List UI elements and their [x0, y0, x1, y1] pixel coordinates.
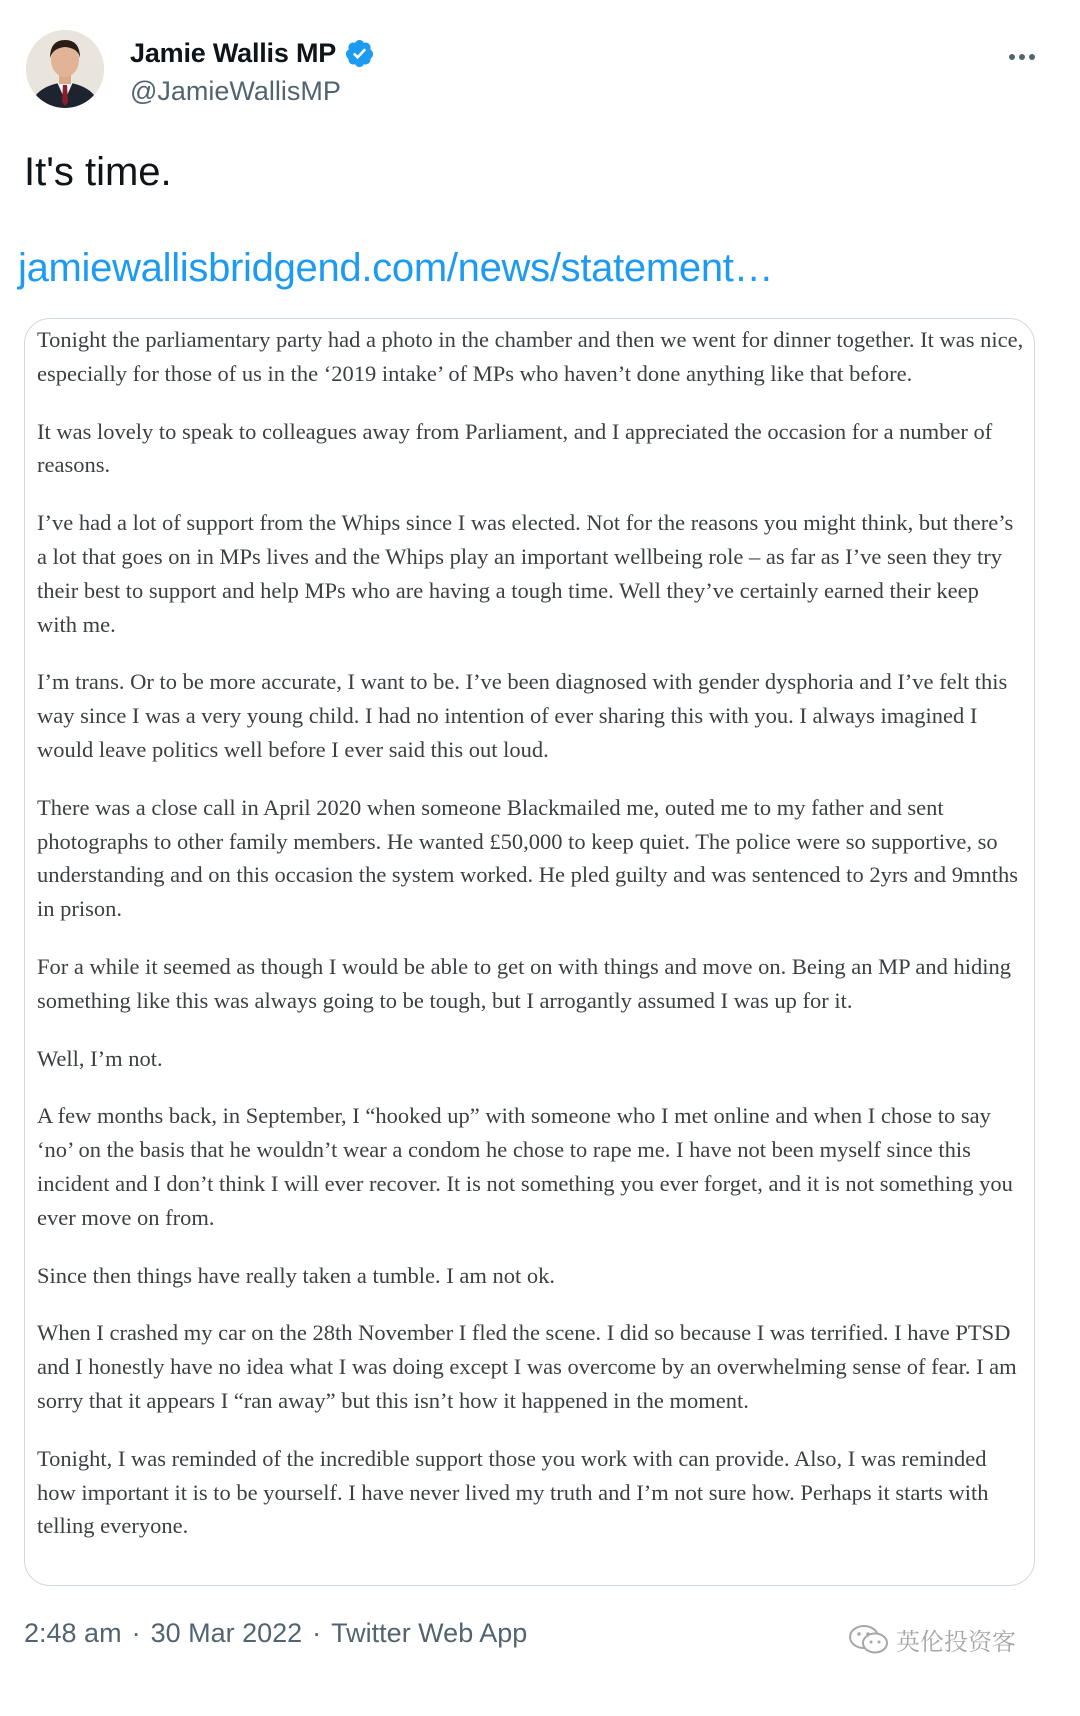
tweet-text: It's time.: [24, 150, 172, 194]
statement-image[interactable]: [24, 318, 1035, 1586]
statement-paragraph: Tonight the parliamentary party had a photo in the chamber and then we went for dinner together. It was nice, especially for those of us in the ‘2019 intake’ of MPs who haven’t done anything like that before.: [37, 327, 1024, 386]
statement-paragraph: When I crashed my car on the 28th November I fled the scene. I did so because I was terrified. I have PTSD and I honestly have no idea what I was doing except I was overcome by an overwhelming sense of fear. I am sorry that it appears I “ran away” but this isn’t how it happened in the moment.: [37, 1320, 1017, 1413]
author-name[interactable]: Jamie Wallis MP: [130, 38, 337, 68]
statement-paragraph: I’m trans. Or to be more accurate, I want to be. I’ve been diagnosed with gender dysphoria and I’ve felt this way since I was a very young child. I had no intention of ever sharing this with you. I always imagined I would leave politics well before I ever said this out loud.: [37, 669, 1008, 762]
author-name-row: [130, 38, 375, 69]
wechat-icon: [848, 1624, 890, 1656]
statement-paragraph: Tonight, I was reminded of the incredible support those you work with can provide. Also, I was reminded how important it is to be yourself. I have never lived my truth and I’m not sure how. Perhaps it starts with telling everyone.: [37, 1445, 989, 1539]
statement-paragraph: It was lovely to speak to colleagues away from Parliament, and I appreciated the occasion for a number of reasons.: [37, 418, 993, 478]
statement-paragraph: For a while it seemed as though I would be able to get on with things and move on. Being an MP and hiding something like this was always going to be tough, but I arrogantly assumed I was up for it.: [37, 953, 1012, 1013]
statement-paragraph: Since then things have really taken a tumble. I am not ok.: [37, 1262, 555, 1288]
watermark-text: 英伦投资客: [896, 1628, 1016, 1656]
tweet-date[interactable]: 30 Mar 2022: [150, 1618, 303, 1648]
meta-separator: ·: [131, 1618, 141, 1648]
verified-badge-icon: [344, 38, 375, 69]
avatar[interactable]: [26, 30, 104, 108]
more-options-button[interactable]: [1000, 42, 1044, 72]
statement-link[interactable]: jamiewallisbridgend.com/news/statement…: [18, 246, 774, 290]
tweet-time[interactable]: 2:48 am: [24, 1618, 122, 1648]
statement-paragraph: Well, I’m not.: [37, 1045, 163, 1071]
more-horizontal-icon: [1008, 53, 1036, 61]
tweet-source[interactable]: Twitter Web App: [331, 1618, 528, 1648]
watermark: [848, 1622, 1016, 1657]
author-handle[interactable]: @JamieWallisMP: [130, 76, 341, 106]
statement-paragraph: A few months back, in September, I “hooked up” with someone who I met online and when I chose to say ‘no’ on the basis that he wouldn’t wear a condom he chose to rape me. I have not been myself since this incident and I don’t think I will ever recover. It is not something you ever forget, and it is not something you ever move on from.: [37, 1103, 1013, 1230]
statement-paragraph: I’ve had a lot of support from the Whips since I was elected. Not for the reasons you might think, but there’s a lot that goes on in MPs lives and the Whips play an important wellbeing role – as far as I’ve seen they try their best to support and help MPs who are having a tough time. Well they’ve certainly earned their keep with me.: [37, 510, 1014, 637]
statement-paragraph: There was a close call in April 2020 when someone Blackmailed me, outed me to my father and sent photographs to other family members. He wanted £50,000 to keep quiet. The police were so supportive, so understanding and on this occasion the system worked. He pled guilty and was sentenced to 2yrs and 9mnths in prison.: [37, 794, 1019, 922]
tweet-meta: [24, 1618, 527, 1649]
meta-separator: ·: [312, 1618, 322, 1648]
